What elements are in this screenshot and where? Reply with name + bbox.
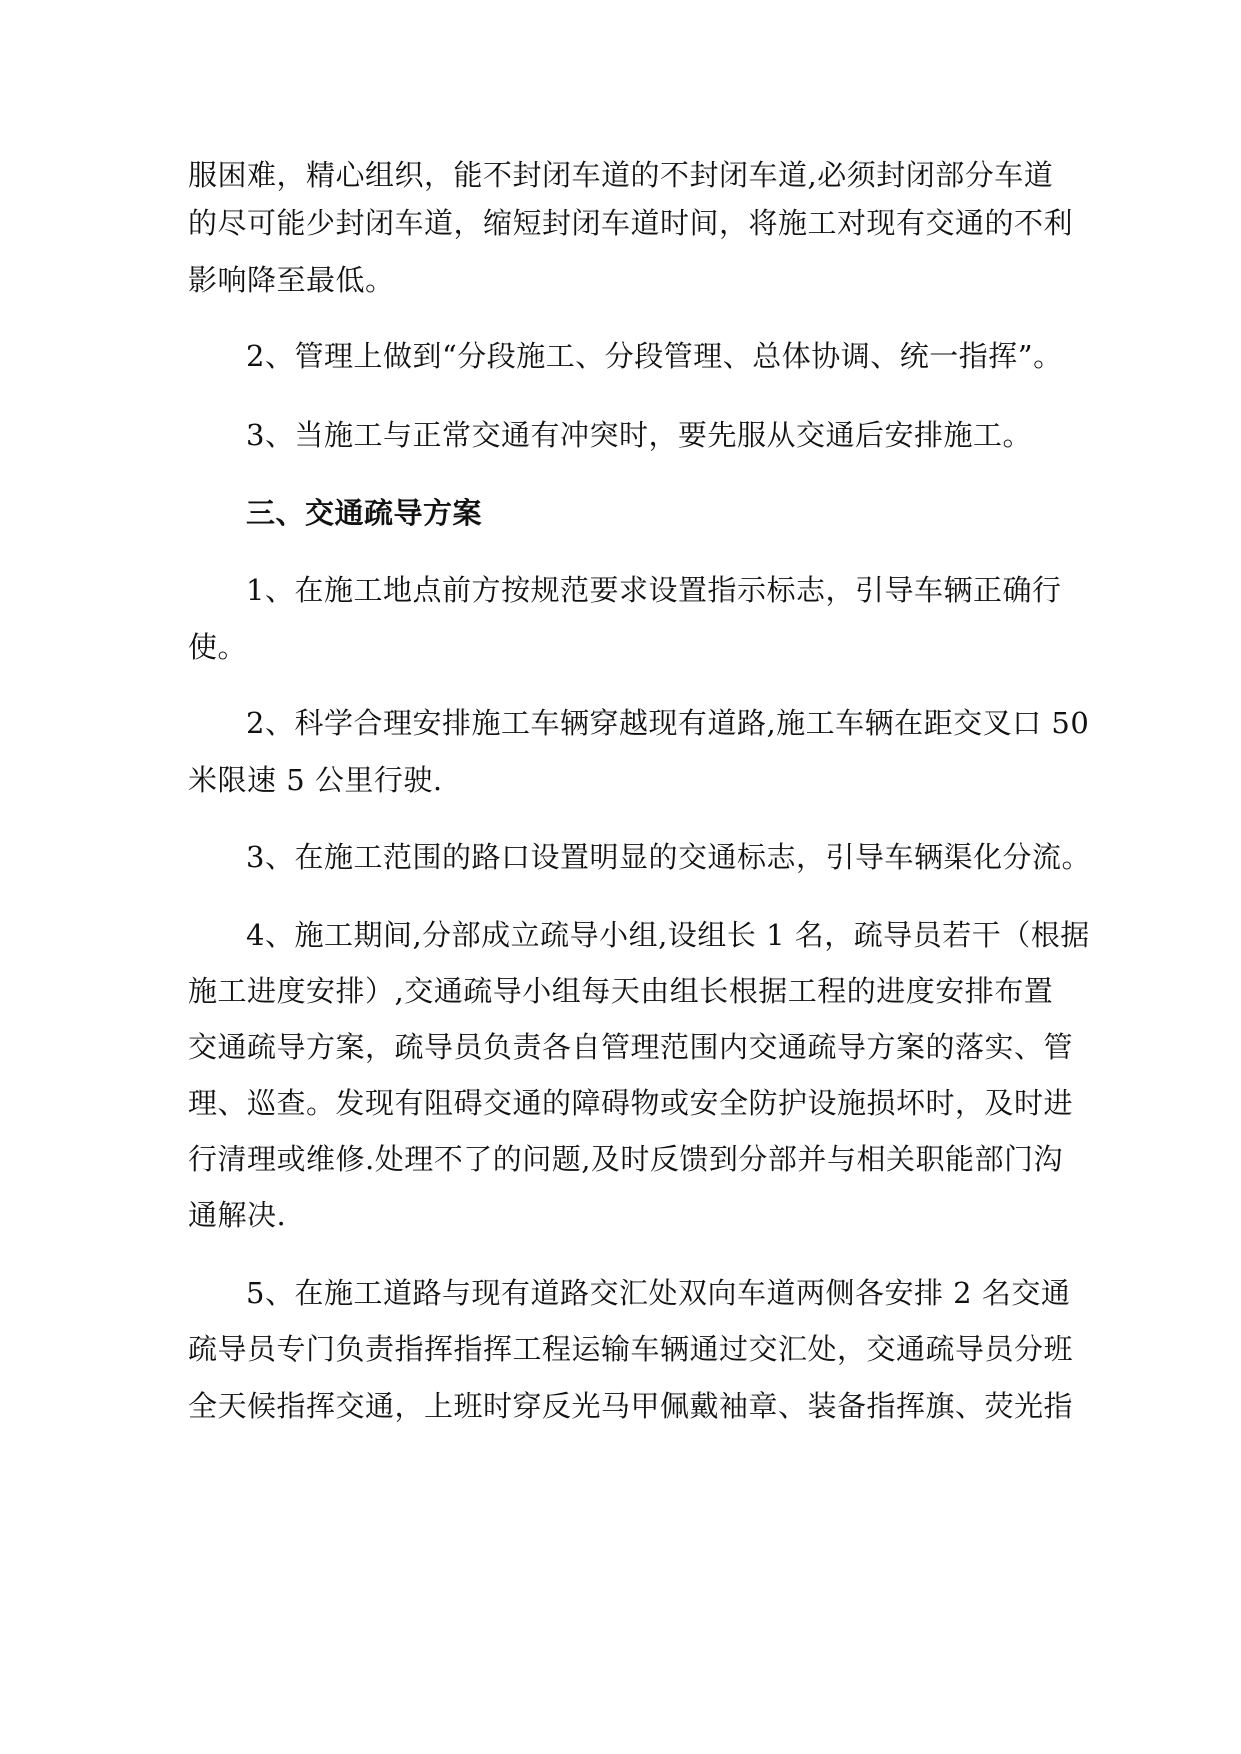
paragraph-line: 通解决.	[188, 1198, 287, 1232]
paragraph-line: 行清理或维修.处理不了的问题,及时反馈到分部并与相关职能部门沟	[188, 1142, 1063, 1176]
paragraph-line: 的尽可能少封闭车道，缩短封闭车道时间，将施工对现有交通的不利	[188, 206, 1074, 240]
paragraph-line: 施工进度安排）,交通疏导小组每天由组长根据工程的进度安排布置	[188, 974, 1054, 1008]
paragraph-line: 米限速 5 公里行驶.	[188, 763, 443, 797]
paragraph-line: 2、科学合理安排施工车辆穿越现有道路,施工车辆在距交叉口 50	[246, 706, 1090, 740]
paragraph-line: 理、巡查。发现有阻碍交通的障碍物或安全防护设施损坏时，及时进	[188, 1086, 1074, 1120]
paragraph-line: 5、在施工道路与现有道路交汇处双向车道两侧各安排 2 名交通	[246, 1276, 1071, 1310]
paragraph-line: 影响降至最低。	[188, 263, 395, 297]
paragraph-line: 服困难，精心组织，能不封闭车道的不封闭车道,必须封闭部分车道	[188, 158, 1054, 192]
paragraph-line: 3、当施工与正常交通有冲突时，要先服从交通后安排施工。	[246, 418, 1032, 452]
paragraph-line: 使。	[188, 630, 248, 664]
section-heading: 三、交通疏导方案	[246, 496, 483, 530]
paragraph-line: 疏导员专门负责指挥指挥工程运输车辆通过交汇处，交通疏导员分班	[188, 1332, 1074, 1366]
paragraph-line: 1、在施工地点前方按规范要求设置指示标志，引导车辆正确行	[246, 573, 1062, 607]
paragraph-line: 2、管理上做到“分段施工、分段管理、总体协调、统一指挥”。	[246, 339, 1063, 373]
paragraph-line: 4、施工期间,分部成立疏导小组,设组长 1 名，疏导员若干（根据	[246, 918, 1090, 952]
paragraph-line: 全天候指挥交通，上班时穿反光马甲佩戴袖章、装备指挥旗、荧光指	[188, 1389, 1074, 1423]
paragraph-line: 3、在施工范围的路口设置明显的交通标志，引导车辆渠化分流。	[246, 840, 1091, 874]
paragraph-line: 交通疏导方案，疏导员负责各自管理范围内交通疏导方案的落实、管	[188, 1030, 1074, 1064]
